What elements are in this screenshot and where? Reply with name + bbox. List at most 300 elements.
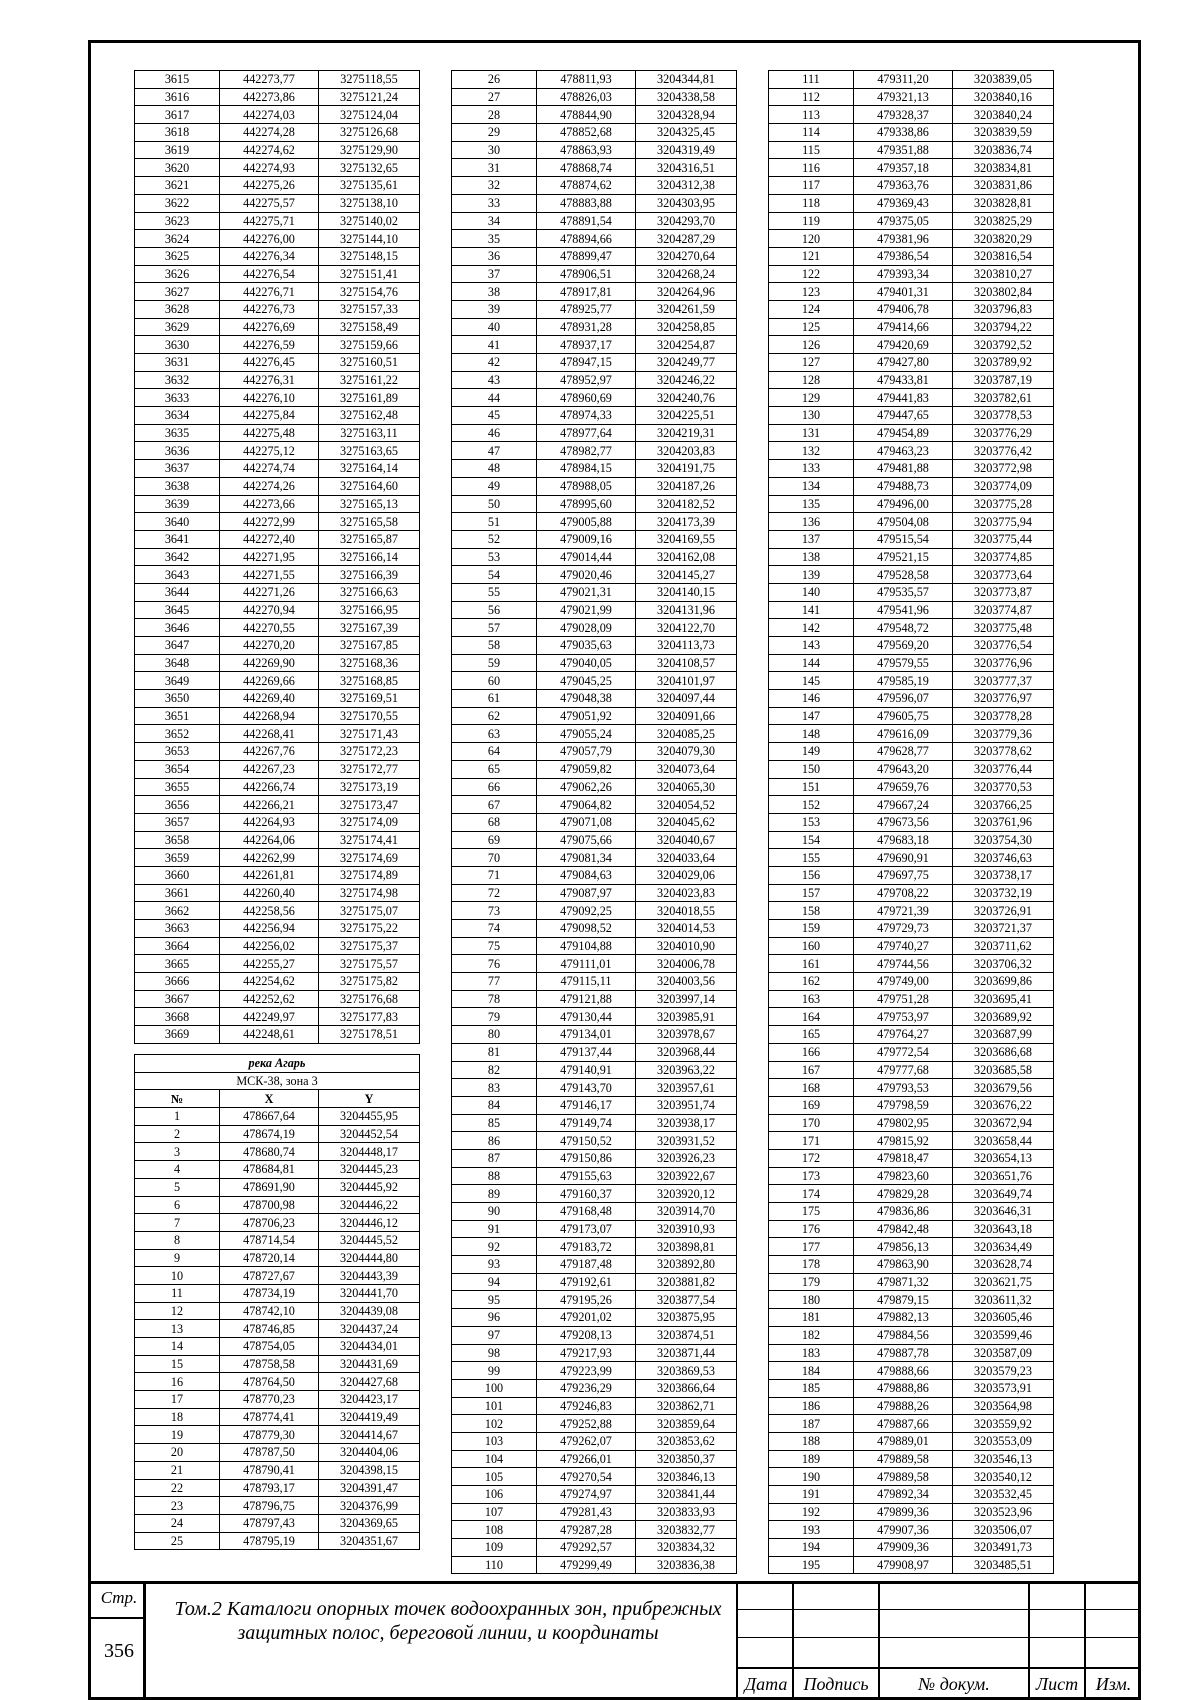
- coord-y: 3204414,67: [319, 1426, 420, 1444]
- coord-x: 478931,28: [537, 318, 636, 336]
- table-row: [769, 920, 1054, 938]
- coord-y: 3203621,75: [953, 1273, 1054, 1291]
- coord-y: 3204203,83: [636, 442, 737, 460]
- coord-y: 3204225,51: [636, 407, 737, 425]
- table-row: [452, 813, 737, 831]
- coord-x: 479454,89: [854, 424, 953, 442]
- header-x: X: [220, 1090, 319, 1108]
- table-row: [452, 884, 737, 902]
- coord-x: 479569,20: [854, 637, 953, 655]
- table-row: [135, 442, 420, 460]
- coord-x: 442252,62: [220, 990, 319, 1008]
- coord-y: 3203772,98: [953, 460, 1054, 478]
- table-row: [769, 884, 1054, 902]
- point-number: 33: [452, 194, 537, 212]
- coord-y: 3204328,94: [636, 106, 737, 124]
- coord-y: 3204122,70: [636, 619, 737, 637]
- coord-y: 3275175,22: [319, 920, 420, 938]
- table-row: [769, 1008, 1054, 1026]
- coord-x: 442274,28: [220, 124, 319, 142]
- coord-x: 478700,98: [220, 1196, 319, 1214]
- point-number: 161: [769, 955, 854, 973]
- table-row: [135, 583, 420, 601]
- coord-y: 3204010,90: [636, 937, 737, 955]
- point-number: 3647: [135, 637, 220, 655]
- coord-y: 3203898,81: [636, 1238, 737, 1256]
- point-number: 3636: [135, 442, 220, 460]
- coord-x: 479596,07: [854, 690, 953, 708]
- point-number: 81: [452, 1043, 537, 1061]
- coord-x: 478758,58: [220, 1355, 319, 1373]
- table-row: [769, 1309, 1054, 1327]
- point-number: 166: [769, 1043, 854, 1061]
- coord-x: 478674,19: [220, 1125, 319, 1143]
- point-number: 174: [769, 1185, 854, 1203]
- coord-x: 478988,05: [537, 477, 636, 495]
- coord-x: 479160,37: [537, 1185, 636, 1203]
- coord-x: 479223,99: [537, 1362, 636, 1380]
- table-row: [769, 389, 1054, 407]
- coord-x: 479887,66: [854, 1415, 953, 1433]
- coord-y: 3275167,39: [319, 619, 420, 637]
- table-row: [452, 1132, 737, 1150]
- coord-y: 3203776,96: [953, 654, 1054, 672]
- coord-y: 3275175,07: [319, 902, 420, 920]
- point-number: 49: [452, 477, 537, 495]
- coord-y: 3204006,78: [636, 955, 737, 973]
- point-number: 3646: [135, 619, 220, 637]
- table-row: [135, 318, 420, 336]
- table-row: [769, 725, 1054, 743]
- table-row: [452, 990, 737, 1008]
- point-number: 153: [769, 813, 854, 831]
- table-row: [769, 1379, 1054, 1397]
- table-row: [135, 1143, 420, 1161]
- point-number: 3637: [135, 460, 220, 478]
- coord-y: 3203754,30: [953, 831, 1054, 849]
- coord-y: 3204040,67: [636, 831, 737, 849]
- table-row: [769, 548, 1054, 566]
- table-row: [135, 283, 420, 301]
- table-row: [135, 354, 420, 372]
- coord-y: 3203776,29: [953, 424, 1054, 442]
- table-row: [452, 937, 737, 955]
- table-row: [135, 1391, 420, 1409]
- coord-y: 3203820,29: [953, 230, 1054, 248]
- point-number: 3662: [135, 902, 220, 920]
- table-row: [769, 424, 1054, 442]
- point-number: 55: [452, 583, 537, 601]
- point-number: 124: [769, 300, 854, 318]
- coord-x: 479802,95: [854, 1114, 953, 1132]
- table-row: [452, 389, 737, 407]
- point-number: 172: [769, 1149, 854, 1167]
- point-number: 141: [769, 601, 854, 619]
- table-row: [452, 1344, 737, 1362]
- table-row: [769, 1326, 1054, 1344]
- coord-y: 3203776,54: [953, 637, 1054, 655]
- coord-y: 3203506,07: [953, 1521, 1054, 1539]
- table-row: [135, 884, 420, 902]
- coord-x: 479252,88: [537, 1415, 636, 1433]
- point-number: 3648: [135, 654, 220, 672]
- table-row: [135, 88, 420, 106]
- point-number: 3629: [135, 318, 220, 336]
- point-number: 136: [769, 513, 854, 531]
- coord-y: 3204270,64: [636, 247, 737, 265]
- table-row: [769, 1503, 1054, 1521]
- table-row: [452, 583, 737, 601]
- table-row: [135, 637, 420, 655]
- coord-y: 3275165,13: [319, 495, 420, 513]
- table-row: [452, 1379, 737, 1397]
- point-number: 183: [769, 1344, 854, 1362]
- table-row: [769, 849, 1054, 867]
- coord-x: 479535,57: [854, 583, 953, 601]
- point-number: 59: [452, 654, 537, 672]
- coord-x: 478742,10: [220, 1302, 319, 1320]
- table-row: [452, 796, 737, 814]
- coord-x: 479381,96: [854, 230, 953, 248]
- point-number: 193: [769, 1521, 854, 1539]
- coord-y: 3204023,83: [636, 884, 737, 902]
- point-number: 84: [452, 1096, 537, 1114]
- coord-y: 3203649,74: [953, 1185, 1054, 1203]
- coord-x: 442267,76: [220, 743, 319, 761]
- table-row: [135, 1161, 420, 1179]
- coord-x: 478844,90: [537, 106, 636, 124]
- table-row: [135, 725, 420, 743]
- table-row: [452, 1220, 737, 1238]
- point-number: 30: [452, 141, 537, 159]
- table-row: [452, 495, 737, 513]
- coord-y: 3203654,13: [953, 1149, 1054, 1167]
- coord-y: 3203706,32: [953, 955, 1054, 973]
- point-number: 15: [135, 1355, 220, 1373]
- coord-y: 3204140,15: [636, 583, 737, 601]
- point-number: 175: [769, 1203, 854, 1221]
- coord-y: 3203553,09: [953, 1432, 1054, 1450]
- coord-y: 3203777,37: [953, 672, 1054, 690]
- coord-y: 3203658,44: [953, 1132, 1054, 1150]
- table-row: [769, 106, 1054, 124]
- table-row: [769, 1132, 1054, 1150]
- coord-x: 479195,26: [537, 1291, 636, 1309]
- table-row: [769, 637, 1054, 655]
- table-row: [769, 1468, 1054, 1486]
- coord-x: 478754,05: [220, 1338, 319, 1356]
- coord-y: 3203834,81: [953, 159, 1054, 177]
- coord-x: 442261,81: [220, 866, 319, 884]
- table-row: [769, 619, 1054, 637]
- coord-y: 3275174,09: [319, 813, 420, 831]
- point-number: 3664: [135, 937, 220, 955]
- coord-y: 3275157,33: [319, 300, 420, 318]
- coord-y: 3203689,92: [953, 1008, 1054, 1026]
- table-row: [452, 725, 737, 743]
- table-row: [135, 690, 420, 708]
- coord-x: 442266,21: [220, 796, 319, 814]
- table-row: [769, 1043, 1054, 1061]
- point-number: 53: [452, 548, 537, 566]
- point-number: 3634: [135, 407, 220, 425]
- point-number: 146: [769, 690, 854, 708]
- table-row: [769, 1203, 1054, 1221]
- point-number: 41: [452, 336, 537, 354]
- table-row: [452, 1326, 737, 1344]
- coord-y: 3204264,96: [636, 283, 737, 301]
- coord-x: 478779,30: [220, 1426, 319, 1444]
- point-number: 164: [769, 1008, 854, 1026]
- table-row: [452, 442, 737, 460]
- table-row: [135, 1373, 420, 1391]
- coord-y: 3203605,46: [953, 1309, 1054, 1327]
- coord-y: 3275175,37: [319, 937, 420, 955]
- coord-x: 479363,76: [854, 177, 953, 195]
- coord-x: 478764,50: [220, 1373, 319, 1391]
- coord-x: 478796,75: [220, 1497, 319, 1515]
- point-number: 3663: [135, 920, 220, 938]
- coord-y: 3203774,09: [953, 477, 1054, 495]
- table-row: [452, 124, 737, 142]
- coord-x: 479201,02: [537, 1309, 636, 1327]
- coord-x: 479753,97: [854, 1008, 953, 1026]
- point-number: 192: [769, 1503, 854, 1521]
- coord-y: 3203776,42: [953, 442, 1054, 460]
- coord-x: 479708,22: [854, 884, 953, 902]
- table-row: [135, 71, 420, 89]
- coord-x: 442276,10: [220, 389, 319, 407]
- coord-y: 3203776,97: [953, 690, 1054, 708]
- point-number: 22: [135, 1479, 220, 1497]
- coord-x: 478906,51: [537, 265, 636, 283]
- coord-x: 442268,41: [220, 725, 319, 743]
- table-row: [452, 1291, 737, 1309]
- table-row: [135, 672, 420, 690]
- coord-y: 3204162,08: [636, 548, 737, 566]
- coord-x: 479208,13: [537, 1326, 636, 1344]
- point-number: 110: [452, 1556, 537, 1574]
- table-row: [452, 760, 737, 778]
- point-number: 10: [135, 1267, 220, 1285]
- point-number: 20: [135, 1444, 220, 1462]
- point-number: 3641: [135, 530, 220, 548]
- header-number: №: [135, 1090, 220, 1108]
- coord-y: 3203951,74: [636, 1096, 737, 1114]
- coord-x: 479292,57: [537, 1539, 636, 1557]
- coord-y: 3204437,24: [319, 1320, 420, 1338]
- coord-y: 3203587,09: [953, 1344, 1054, 1362]
- coord-x: 479059,82: [537, 760, 636, 778]
- table-row: [769, 477, 1054, 495]
- table-row: [769, 265, 1054, 283]
- coord-x: 478793,17: [220, 1479, 319, 1497]
- table-row: [452, 955, 737, 973]
- coord-y: 3204258,85: [636, 318, 737, 336]
- table-row: [769, 1291, 1054, 1309]
- coord-y: 3203839,59: [953, 124, 1054, 142]
- coord-x: 478874,62: [537, 177, 636, 195]
- point-number: 14: [135, 1338, 220, 1356]
- coord-x: 479062,26: [537, 778, 636, 796]
- page-number: 356: [104, 1640, 134, 1662]
- coord-x: 478868,74: [537, 159, 636, 177]
- point-number: 86: [452, 1132, 537, 1150]
- table-row: [769, 1397, 1054, 1415]
- coord-y: 3203836,38: [636, 1556, 737, 1574]
- coord-x: 442267,23: [220, 760, 319, 778]
- coord-x: 442273,77: [220, 71, 319, 89]
- table-row: [769, 1344, 1054, 1362]
- table-row: [769, 354, 1054, 372]
- coord-y: 3204293,70: [636, 212, 737, 230]
- coord-y: 3204254,87: [636, 336, 737, 354]
- coord-x: 442275,12: [220, 442, 319, 460]
- coord-x: 478774,41: [220, 1408, 319, 1426]
- table-row: [452, 707, 737, 725]
- table-row: [135, 424, 420, 442]
- coord-y: 3275138,10: [319, 194, 420, 212]
- point-number: 3656: [135, 796, 220, 814]
- coord-y: 3275178,51: [319, 1026, 420, 1044]
- coord-y: 3203746,63: [953, 849, 1054, 867]
- coord-x: 479098,52: [537, 920, 636, 938]
- table-row: [769, 760, 1054, 778]
- coord-x: 479751,28: [854, 990, 953, 1008]
- coord-x: 442276,54: [220, 265, 319, 283]
- point-number: 194: [769, 1539, 854, 1557]
- table-row: [135, 866, 420, 884]
- table-row: [452, 336, 737, 354]
- coord-x: 442264,06: [220, 831, 319, 849]
- table-row: [452, 778, 737, 796]
- point-number: 3623: [135, 212, 220, 230]
- point-number: 87: [452, 1149, 537, 1167]
- coord-y: 3204145,27: [636, 566, 737, 584]
- coord-x: 479842,48: [854, 1220, 953, 1238]
- table-row: [135, 1444, 420, 1462]
- coord-x: 479740,27: [854, 937, 953, 955]
- coord-x: 442248,61: [220, 1026, 319, 1044]
- table-row: [452, 1309, 737, 1327]
- table-row: [452, 1256, 737, 1274]
- table-row: [452, 920, 737, 938]
- coord-x: 442270,55: [220, 619, 319, 637]
- table-row: [452, 1149, 737, 1167]
- coord-y: 3204434,01: [319, 1338, 420, 1356]
- table-row: [452, 866, 737, 884]
- point-number: 3649: [135, 672, 220, 690]
- coord-y: 3275172,77: [319, 760, 420, 778]
- table-row: [135, 796, 420, 814]
- coord-y: 3204391,47: [319, 1479, 420, 1497]
- point-number: 73: [452, 902, 537, 920]
- coord-x: 479150,86: [537, 1149, 636, 1167]
- coord-y: 3203699,86: [953, 973, 1054, 991]
- point-number: 39: [452, 300, 537, 318]
- point-number: 143: [769, 637, 854, 655]
- table-row: [135, 389, 420, 407]
- table-row: [769, 1486, 1054, 1504]
- table-row: [135, 477, 420, 495]
- table-row: [135, 1178, 420, 1196]
- coord-x: 479321,13: [854, 88, 953, 106]
- coord-y: 3204045,62: [636, 813, 737, 831]
- table-row: [452, 831, 737, 849]
- coord-x: 479051,92: [537, 707, 636, 725]
- table-row: [452, 460, 737, 478]
- point-number: 156: [769, 866, 854, 884]
- coord-y: 3204338,58: [636, 88, 737, 106]
- coord-x: 442274,62: [220, 141, 319, 159]
- coord-y: 3203775,44: [953, 530, 1054, 548]
- point-number: 27: [452, 88, 537, 106]
- table-row: [769, 796, 1054, 814]
- coord-y: 3204085,25: [636, 725, 737, 743]
- coord-x: 442274,03: [220, 106, 319, 124]
- point-number: 89: [452, 1185, 537, 1203]
- coord-x: 478790,41: [220, 1461, 319, 1479]
- point-number: 83: [452, 1079, 537, 1097]
- coord-y: 3275159,66: [319, 336, 420, 354]
- point-number: 180: [769, 1291, 854, 1309]
- point-number: 139: [769, 566, 854, 584]
- coord-y: 3204191,75: [636, 460, 737, 478]
- point-number: 3632: [135, 371, 220, 389]
- coord-x: 442275,48: [220, 424, 319, 442]
- table-row: [769, 1026, 1054, 1044]
- point-number: 169: [769, 1096, 854, 1114]
- point-number: 117: [769, 177, 854, 195]
- coord-y: 3275167,85: [319, 637, 420, 655]
- coord-x: 479020,46: [537, 566, 636, 584]
- table-row: [135, 513, 420, 531]
- coord-y: 3203628,74: [953, 1256, 1054, 1274]
- table-row: [135, 990, 420, 1008]
- point-number: 182: [769, 1326, 854, 1344]
- coord-y: 3204312,38: [636, 177, 737, 195]
- table-row: [135, 300, 420, 318]
- point-number: 135: [769, 495, 854, 513]
- coord-x: 479311,20: [854, 71, 953, 89]
- point-number: 118: [769, 194, 854, 212]
- coord-y: 3203726,91: [953, 902, 1054, 920]
- coord-y: 3203834,32: [636, 1539, 737, 1557]
- table-row: [452, 106, 737, 124]
- table-row: [769, 336, 1054, 354]
- coord-y: 3203997,14: [636, 990, 737, 1008]
- table-row: [135, 1026, 420, 1044]
- col-doc-number: № докум.: [918, 1674, 990, 1694]
- coord-y: 3203775,94: [953, 513, 1054, 531]
- coord-y: 3203761,96: [953, 813, 1054, 831]
- point-number: 154: [769, 831, 854, 849]
- point-number: 130: [769, 407, 854, 425]
- table-row: [452, 513, 737, 531]
- table-row: [135, 1108, 420, 1126]
- coord-y: 3204376,99: [319, 1497, 420, 1515]
- coord-x: 442271,95: [220, 548, 319, 566]
- coord-x: 478852,68: [537, 124, 636, 142]
- coord-x: 479134,01: [537, 1026, 636, 1044]
- point-number: 3626: [135, 265, 220, 283]
- table-subtitle-row: [135, 1072, 420, 1090]
- table-row: [452, 1008, 737, 1026]
- table-row: [135, 1479, 420, 1497]
- coord-y: 3203774,87: [953, 601, 1054, 619]
- table-row: [135, 530, 420, 548]
- coord-x: 479673,56: [854, 813, 953, 831]
